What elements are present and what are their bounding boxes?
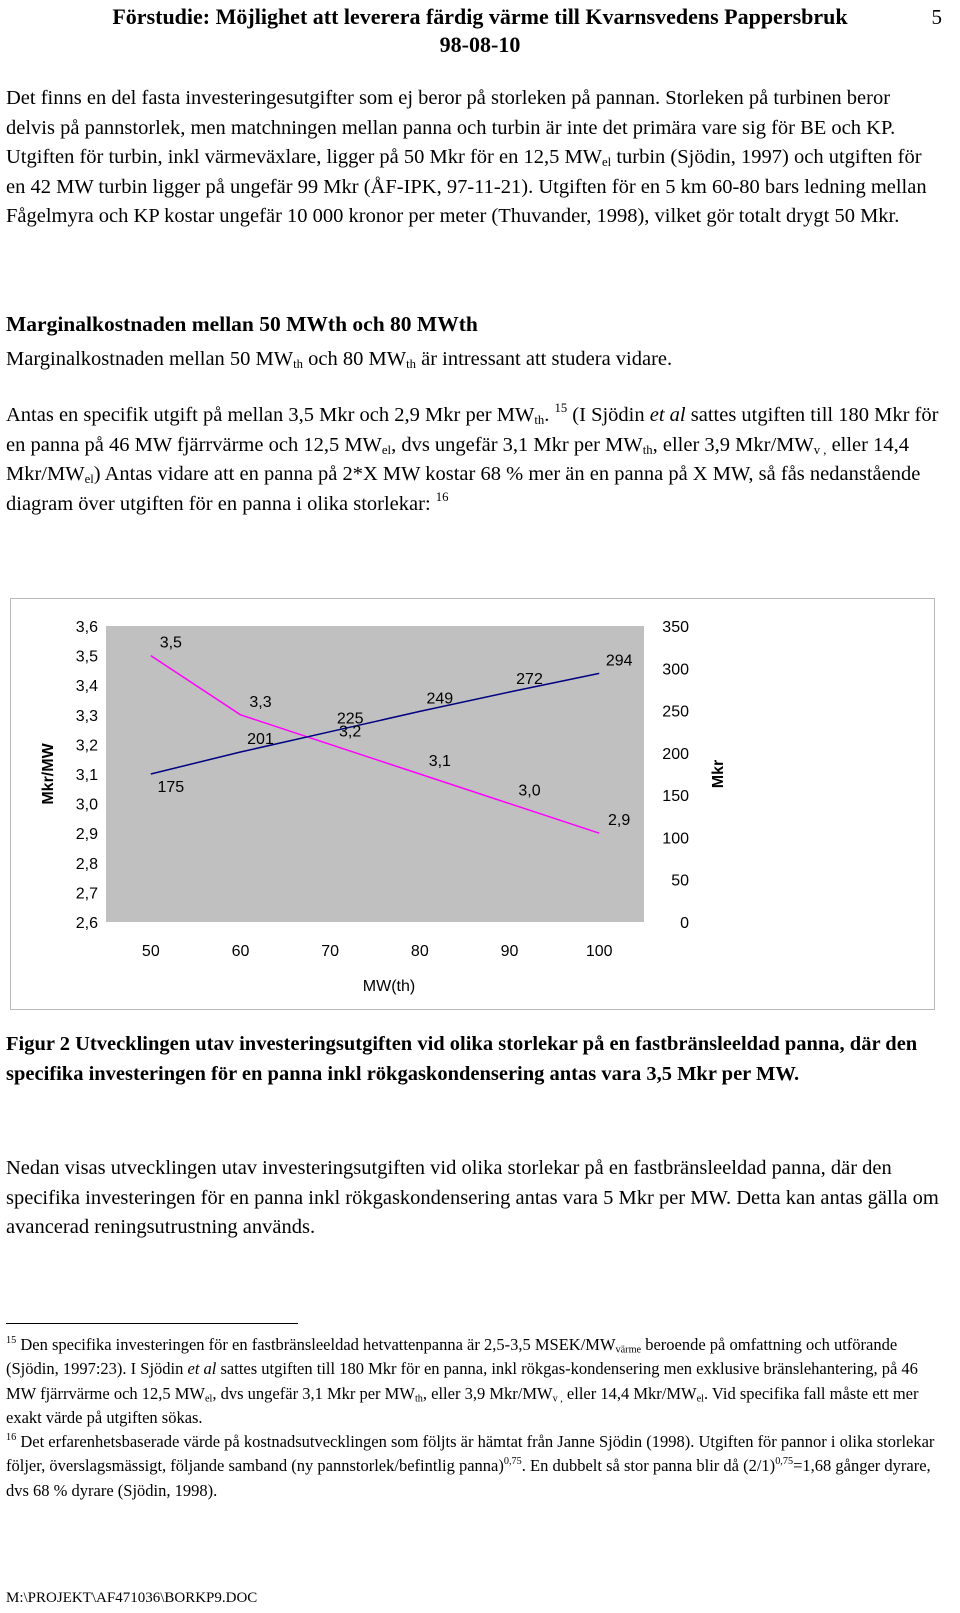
x-tick-label: 100 — [585, 943, 613, 960]
data-label: 3,1 — [428, 753, 451, 770]
footnote-ref-16[interactable]: 16 — [435, 489, 449, 504]
data-label: 201 — [247, 731, 274, 749]
left-axis-ticks — [76, 619, 98, 932]
left-tick-label: 2,7 — [75, 885, 98, 903]
right-axis-ticks — [662, 619, 689, 932]
x-tick-label: 70 — [321, 943, 340, 960]
paragraph-advanced-cleaning: Nedan visas utvecklingen utav investeringsutgiften vid olika storlekar på en fastbränsleeldad panna, där den specifika investeringen för en panna inkl rökgaskondensering antas vara 5 Mkr per MW. Detta kan antas gälla om avancerad reningsutrustning används. — [6, 1157, 939, 1238]
cost-chart — [10, 598, 935, 1010]
left-tick-label: 3,6 — [75, 619, 98, 636]
right-tick-label: 50 — [671, 872, 689, 890]
right-tick-label: 300 — [662, 661, 689, 679]
data-label: 3,3 — [249, 693, 272, 711]
left-tick-label: 2,8 — [75, 855, 98, 873]
data-label: 225 — [336, 710, 364, 728]
x-axis-label: MW(th) — [362, 978, 416, 995]
footnote-15: $^{15}$ Den specifika investeringen för en fastbränsleeldad hetvattenpanna är 2,5-3,5 MSEK/$MW_{värme}$ beroende på omfattning och utförande (Sjödin, 1997:23). I Sjödin et al sattes utgiften till 180 Mkr för en panna, inkl rökgas-kondensering men exklusive bränslehantering, på 46 MW fjärrvärme och 12,5 $MW_{el}$, dvs ungefär 3,1 Mkr per $MW_{th}$, eller 3,9 Mkr/$MW_{v ,}$ eller 14,4 Mkr/$MW_{el}$. Vid specifika fall måste ett mer exakt värde på utgiften sökas. — [6, 1334, 919, 1427]
document-date: 98-08-10 — [439, 32, 521, 57]
data-label: 3,0 — [518, 782, 541, 800]
document-title: Förstudie: Möjlighet att leverera färdig värme till Kvarnsvedens Pappersbruk — [112, 4, 848, 29]
chart-svg — [11, 599, 934, 1009]
page-header — [0, 0, 960, 60]
section-heading: Marginalkostnaden mellan 50 MWth och 80 MWth — [6, 312, 478, 336]
file-path-footer: M:\PROJEKT\AF471036\BORKP9.DOC — [6, 1590, 258, 1606]
footnote-16: $^{16}$ Det erfarenhetsbaserade värde på kostnadsutvecklingen som följts är hämtat från Janne Sjödin (1998). Utgiften för pannor i olika storlekar följer, överslagsmässigt, följande samband (ny pannstorlek/befintlig panna)$^{0,75}$. En dubbelt så stor panna blir då $(2/1)^{0,75}=1,68$ gånger dyrare, dvs 68 % dyrare (Sjödin, 1998). — [6, 1432, 935, 1500]
right-tick-label: 100 — [662, 830, 689, 848]
left-tick-label: 2,9 — [75, 826, 98, 844]
data-label: 175 — [157, 779, 185, 796]
left-tick-label: 3,4 — [75, 678, 98, 696]
paragraph-fixed-costs: Det finns en del fasta investeringesutgifter som ej beror på storleken på pannan. Storleken på turbinen beror delvis på pannstorlek, men matchningen mellan panna och turbin är inte det primära vare sig för BE och KP. Utgiften för turbin, inkl värmeväxlare, ligger på 50 Mkr för en 12,5 $MW_{el}$ turbin (Sjödin, 1997) och utgiften för en 42 MW turbin ligger på ungefär 99 Mkr (ÅF-IPK, 97-11-21). Utgiften för en 5 km 60-80 bars ledning mellan Fågelmyra och KP kostar ungefär 10 000 kronor per meter (Thuvander, 1998), vilket gör totalt drygt 50 Mkr. — [6, 87, 927, 227]
left-tick-label: 3,0 — [75, 796, 98, 814]
page-number: 5 — [931, 5, 942, 29]
x-tick-label: 80 — [410, 943, 429, 960]
data-label: 249 — [426, 690, 454, 708]
data-label: 3,5 — [159, 634, 182, 652]
footnotes — [6, 1333, 936, 1503]
right-tick-label: 250 — [662, 703, 689, 721]
x-tick-label: 50 — [141, 943, 160, 960]
right-tick-label: 200 — [662, 745, 689, 763]
left-tick-label: 3,3 — [75, 707, 98, 725]
data-label: 2,9 — [608, 812, 631, 830]
left-tick-label: 3,2 — [75, 737, 98, 755]
right-tick-label: 350 — [662, 619, 689, 636]
x-tick-label: 60 — [231, 943, 250, 960]
y-axis-label: Mkr/MW — [40, 743, 57, 805]
left-tick-label: 3,1 — [75, 767, 98, 784]
data-label: 272 — [516, 670, 543, 688]
figure-caption: Figur 2 Utvecklingen utav investeringsutgiften vid olika storlekar på en fastbränsleeldad panna, där den specifika investeringen för en panna inkl rökgaskondensering antas vara 3,5 Mkr per MW. — [6, 1033, 918, 1085]
right-tick-label: 150 — [662, 788, 689, 806]
plot-area — [106, 626, 644, 922]
paragraph-marginal-cost: Marginalkostnaden mellan 50 $MW_{th}$ och 80 $MW_{th}$ är intressant att studera vidare. — [6, 348, 673, 372]
footnote-separator — [6, 1323, 298, 1324]
footnote-ref-15[interactable]: 15 — [554, 401, 568, 416]
y2-axis-label: Mkr — [710, 759, 727, 789]
right-tick-label: 0 — [680, 915, 689, 932]
x-tick-label: 90 — [500, 943, 519, 960]
x-axis-ticks — [142, 943, 613, 960]
data-label: 3,2 — [339, 723, 362, 741]
data-label: 294 — [605, 652, 633, 670]
left-tick-label: 3,5 — [75, 648, 98, 666]
left-tick-label: 2,6 — [75, 915, 98, 932]
paragraph-specific-cost: Antas en specifik utgift på mellan 3,5 Mkr och 2,9 Mkr per $MW_{th}$. $^{15}$ (I Sjödin et al sattes utgiften till 180 Mkr för en panna på 46 MW fjärrvärme och 12,5 $MW_{el}$, dvs ungefär 3,1 Mkr per $MW_{th}$, eller 3,9 Mkr/$MW_{v ,}$ eller 14,4 Mkr/$MW_{el}$) Antas vidare att en panna på 2*X MW kostar 68 % mer än en panna på X MW, så fås nedanstående diagram över utgiften för en panna i olika storlekar: $^{16}$ — [6, 401, 939, 515]
